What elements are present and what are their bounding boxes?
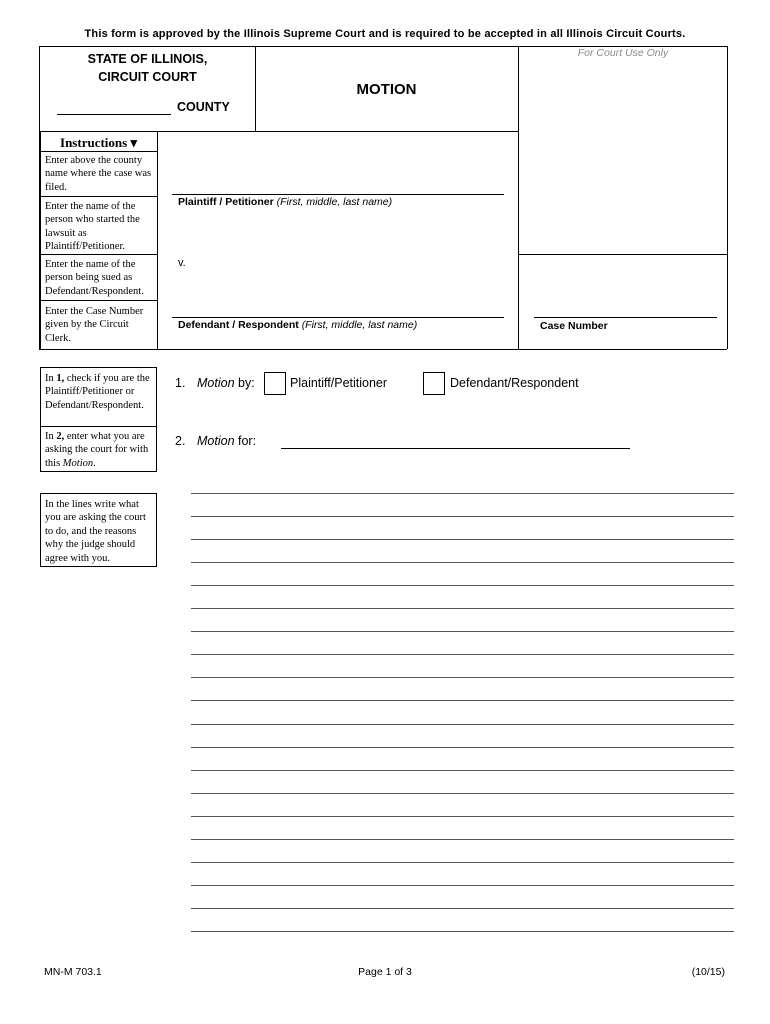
instruction-case-number: Enter the Case Number given by the Circuit Clerk. [45, 306, 144, 344]
form-title: MOTION [356, 81, 417, 98]
writing-line[interactable] [191, 493, 734, 494]
county-label: COUNTY [177, 100, 230, 114]
writing-line[interactable] [191, 793, 734, 794]
instruction-plaintiff: Enter the name of the person who started the lawsuit as Plaintiff/Petitioner. [45, 201, 140, 253]
plaintiff-checkbox[interactable] [264, 372, 286, 395]
versus: v. [178, 257, 186, 269]
help-motion-by: In 1, check if you are the Plaintiff/Petitioner or Defendant/Respondent. [45, 373, 150, 411]
writing-line[interactable] [191, 885, 734, 886]
defendant-checkbox[interactable] [423, 372, 445, 395]
instruction-defendant: Enter the name of the person being sued as Defendant/Respondent. [45, 259, 144, 297]
section-1-number: 1. [175, 376, 186, 390]
section-1-label: Motion by: [197, 376, 255, 390]
county-name-field[interactable] [57, 114, 171, 115]
defendant-option-label: Defendant/Respondent [450, 376, 579, 390]
writing-line[interactable] [191, 724, 734, 725]
writing-line[interactable] [191, 862, 734, 863]
writing-line[interactable] [191, 839, 734, 840]
writing-line[interactable] [191, 539, 734, 540]
instructions-divider [40, 196, 157, 197]
writing-line[interactable] [191, 608, 734, 609]
revision-date: (10/15) [691, 966, 725, 978]
writing-line[interactable] [191, 816, 734, 817]
form-id: MN-M 703.1 [44, 966, 102, 978]
instructions-divider [40, 151, 157, 152]
help-box-divider [40, 426, 156, 427]
writing-line[interactable] [191, 562, 734, 563]
defendant-name-field[interactable] [172, 317, 504, 318]
writing-line[interactable] [191, 585, 734, 586]
section-2-label: Motion for: [197, 434, 257, 448]
page-number: Page 1 of 3 [358, 966, 412, 978]
case-number-label: Case Number [540, 320, 608, 332]
court-use-bottom-line [518, 254, 727, 255]
writing-line[interactable] [191, 516, 734, 517]
plaintiff-hint: (First, middle, last name) [276, 196, 393, 208]
writing-line[interactable] [191, 747, 734, 748]
writing-line[interactable] [191, 770, 734, 771]
state-name: STATE OF ILLINOIS, [87, 52, 208, 66]
defendant-hint: (First, middle, last name) [301, 319, 418, 331]
court-use-label: For Court Use Only [577, 47, 669, 59]
instructions-divider [40, 254, 157, 255]
plaintiff-name-field[interactable] [172, 194, 504, 195]
help-lines: In the lines write what you are asking the court to do, and the reasons why the judge should agree with you. [45, 499, 146, 564]
approval-notice: This form is approved by the Illinois Supreme Court and is required to be accepted in all Illinois Circuit Courts. [84, 28, 686, 40]
writing-line[interactable] [191, 931, 734, 932]
plaintiff-label-text: Plaintiff / Petitioner [178, 196, 274, 208]
defendant-label [178, 319, 417, 331]
section-2-number: 2. [175, 434, 186, 448]
writing-line[interactable] [191, 631, 734, 632]
motion-for-field[interactable] [281, 448, 630, 449]
instructions-heading: Instructions ▾ [60, 135, 137, 150]
court-name: CIRCUIT COURT [98, 70, 197, 84]
frame-divider [518, 46, 519, 349]
writing-line[interactable] [191, 677, 734, 678]
frame-right [727, 46, 728, 349]
writing-line[interactable] [191, 700, 734, 701]
plaintiff-label [178, 196, 392, 208]
instruction-county: Enter above the county name where the case was filed. [45, 155, 152, 193]
plaintiff-option-label: Plaintiff/Petitioner [290, 376, 388, 390]
writing-line[interactable] [191, 654, 734, 655]
defendant-label-text: Defendant / Respondent [178, 319, 299, 331]
help-motion-for: In 2, enter what you are asking the court for with this Motion. [45, 431, 149, 469]
case-number-field[interactable] [534, 317, 717, 318]
writing-line[interactable] [191, 908, 734, 909]
instructions-divider [40, 300, 157, 301]
